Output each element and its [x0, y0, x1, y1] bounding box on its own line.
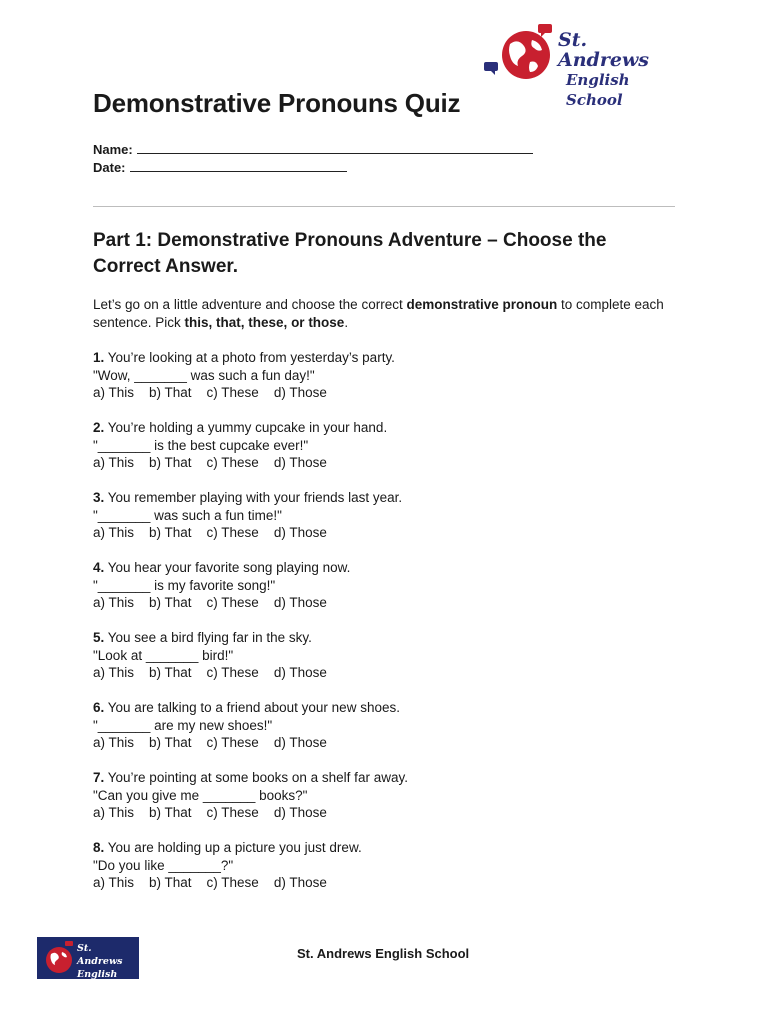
- page-title: Demonstrative Pronouns Quiz: [93, 88, 461, 118]
- question-number: 5.: [93, 630, 105, 645]
- student-info: [93, 141, 533, 177]
- intro-text-2: to complete each sentence. Pick: [93, 297, 664, 330]
- option-b[interactable]: b) That: [149, 805, 192, 820]
- option-a[interactable]: a) This: [93, 455, 135, 470]
- option-b[interactable]: b) That: [149, 455, 192, 470]
- option-d[interactable]: d) Those: [273, 385, 327, 400]
- question-sentence: "Do you like _______?": [93, 857, 234, 873]
- name-label: Name:: [93, 142, 133, 157]
- option-b[interactable]: b) That: [149, 385, 192, 400]
- option-c[interactable]: c) These: [206, 665, 259, 680]
- intro-text-1: Let’s go on a little adventure and choose the correct: [93, 297, 407, 312]
- question-1: [93, 349, 668, 402]
- question-prompt: You’re looking at a photo from yesterday’s party.: [104, 350, 395, 365]
- intro-bold-1: demonstrative pronoun: [406, 297, 558, 312]
- option-b[interactable]: b) That: [149, 735, 192, 750]
- option-a[interactable]: a) This: [93, 665, 135, 680]
- question-number: 4.: [93, 560, 105, 575]
- footer-logo: [37, 937, 139, 993]
- question-sentence: "_______ is the best cupcake ever!": [93, 437, 309, 453]
- option-a[interactable]: a) This: [93, 875, 135, 890]
- question-prompt: You’re pointing at some books on a shelf far away.: [104, 770, 408, 785]
- divider: [93, 206, 675, 207]
- question-number: 8.: [93, 840, 105, 855]
- footer-logo-line-1: St. Andrews: [77, 943, 123, 967]
- question-sentence: "_______ is my favorite song!": [93, 577, 276, 593]
- option-c[interactable]: c) These: [206, 735, 259, 750]
- footer-logo-line-2: English School: [77, 969, 118, 993]
- option-d[interactable]: d) Those: [273, 455, 327, 470]
- option-d[interactable]: d) Those: [273, 805, 327, 820]
- option-c[interactable]: c) These: [206, 385, 259, 400]
- question-6: [93, 699, 668, 752]
- option-d[interactable]: d) Those: [273, 735, 327, 750]
- option-c[interactable]: c) These: [206, 455, 259, 470]
- date-blank[interactable]: [130, 159, 347, 172]
- question-4: [93, 559, 668, 612]
- option-a[interactable]: a) This: [93, 805, 135, 820]
- question-prompt: You are holding up a picture you just drew.: [104, 840, 362, 855]
- question-prompt: You see a bird flying far in the sky.: [104, 630, 312, 645]
- question-sentence: "Wow, _______ was such a fun day!": [93, 367, 315, 383]
- option-d[interactable]: d) Those: [273, 525, 327, 540]
- question-number: 1.: [93, 350, 105, 365]
- globe-icon: [480, 22, 560, 84]
- option-d[interactable]: d) Those: [273, 665, 327, 680]
- option-a[interactable]: a) This: [93, 385, 135, 400]
- part1-intro: [93, 296, 668, 332]
- intro-bold-2: this, that, these, or those: [184, 315, 345, 330]
- question-5: [93, 629, 668, 682]
- option-b[interactable]: b) That: [149, 665, 192, 680]
- question-3: [93, 489, 668, 542]
- option-d[interactable]: d) Those: [273, 595, 327, 610]
- option-b[interactable]: b) That: [149, 875, 192, 890]
- date-label: Date:: [93, 160, 126, 175]
- question-7: [93, 769, 668, 822]
- option-a[interactable]: a) This: [93, 525, 135, 540]
- school-logo: [480, 22, 680, 109]
- question-prompt: You remember playing with your friends last year.: [104, 490, 403, 505]
- question-sentence: "_______ was such a fun time!": [93, 507, 282, 523]
- option-c[interactable]: c) These: [206, 805, 259, 820]
- question-prompt: You are talking to a friend about your new shoes.: [104, 700, 400, 715]
- question-number: 7.: [93, 770, 105, 785]
- part1-heading: Part 1: Demonstrative Pronouns Adventure – Choose the Correct Answer.: [93, 230, 607, 277]
- question-sentence: "_______ are my new shoes!": [93, 717, 273, 733]
- option-c[interactable]: c) These: [206, 525, 259, 540]
- question-2: [93, 419, 668, 472]
- question-8: [93, 839, 668, 892]
- question-sentence: "Look at _______ bird!": [93, 647, 234, 663]
- question-number: 6.: [93, 700, 105, 715]
- name-blank[interactable]: [137, 141, 533, 154]
- globe-icon: [39, 937, 79, 979]
- name-row: [93, 141, 533, 159]
- question-prompt: You’re holding a yummy cupcake in your hand.: [104, 420, 388, 435]
- question-prompt: You hear your favorite song playing now.: [104, 560, 351, 575]
- option-a[interactable]: a) This: [93, 735, 135, 750]
- footer-school-name: St. Andrews English School: [297, 946, 470, 961]
- date-row: [93, 159, 533, 177]
- question-number: 2.: [93, 420, 105, 435]
- option-c[interactable]: c) These: [206, 875, 259, 890]
- question-sentence: "Can you give me _______ books?": [93, 787, 308, 803]
- option-b[interactable]: b) That: [149, 525, 192, 540]
- question-number: 3.: [93, 490, 105, 505]
- option-a[interactable]: a) This: [93, 595, 135, 610]
- option-b[interactable]: b) That: [149, 595, 192, 610]
- option-c[interactable]: c) These: [206, 595, 259, 610]
- option-d[interactable]: d) Those: [273, 875, 327, 890]
- logo-line-2: English School: [566, 71, 630, 109]
- logo-line-1: St. Andrews: [558, 29, 649, 71]
- intro-text-3: .: [344, 315, 349, 330]
- question-list: [93, 349, 668, 909]
